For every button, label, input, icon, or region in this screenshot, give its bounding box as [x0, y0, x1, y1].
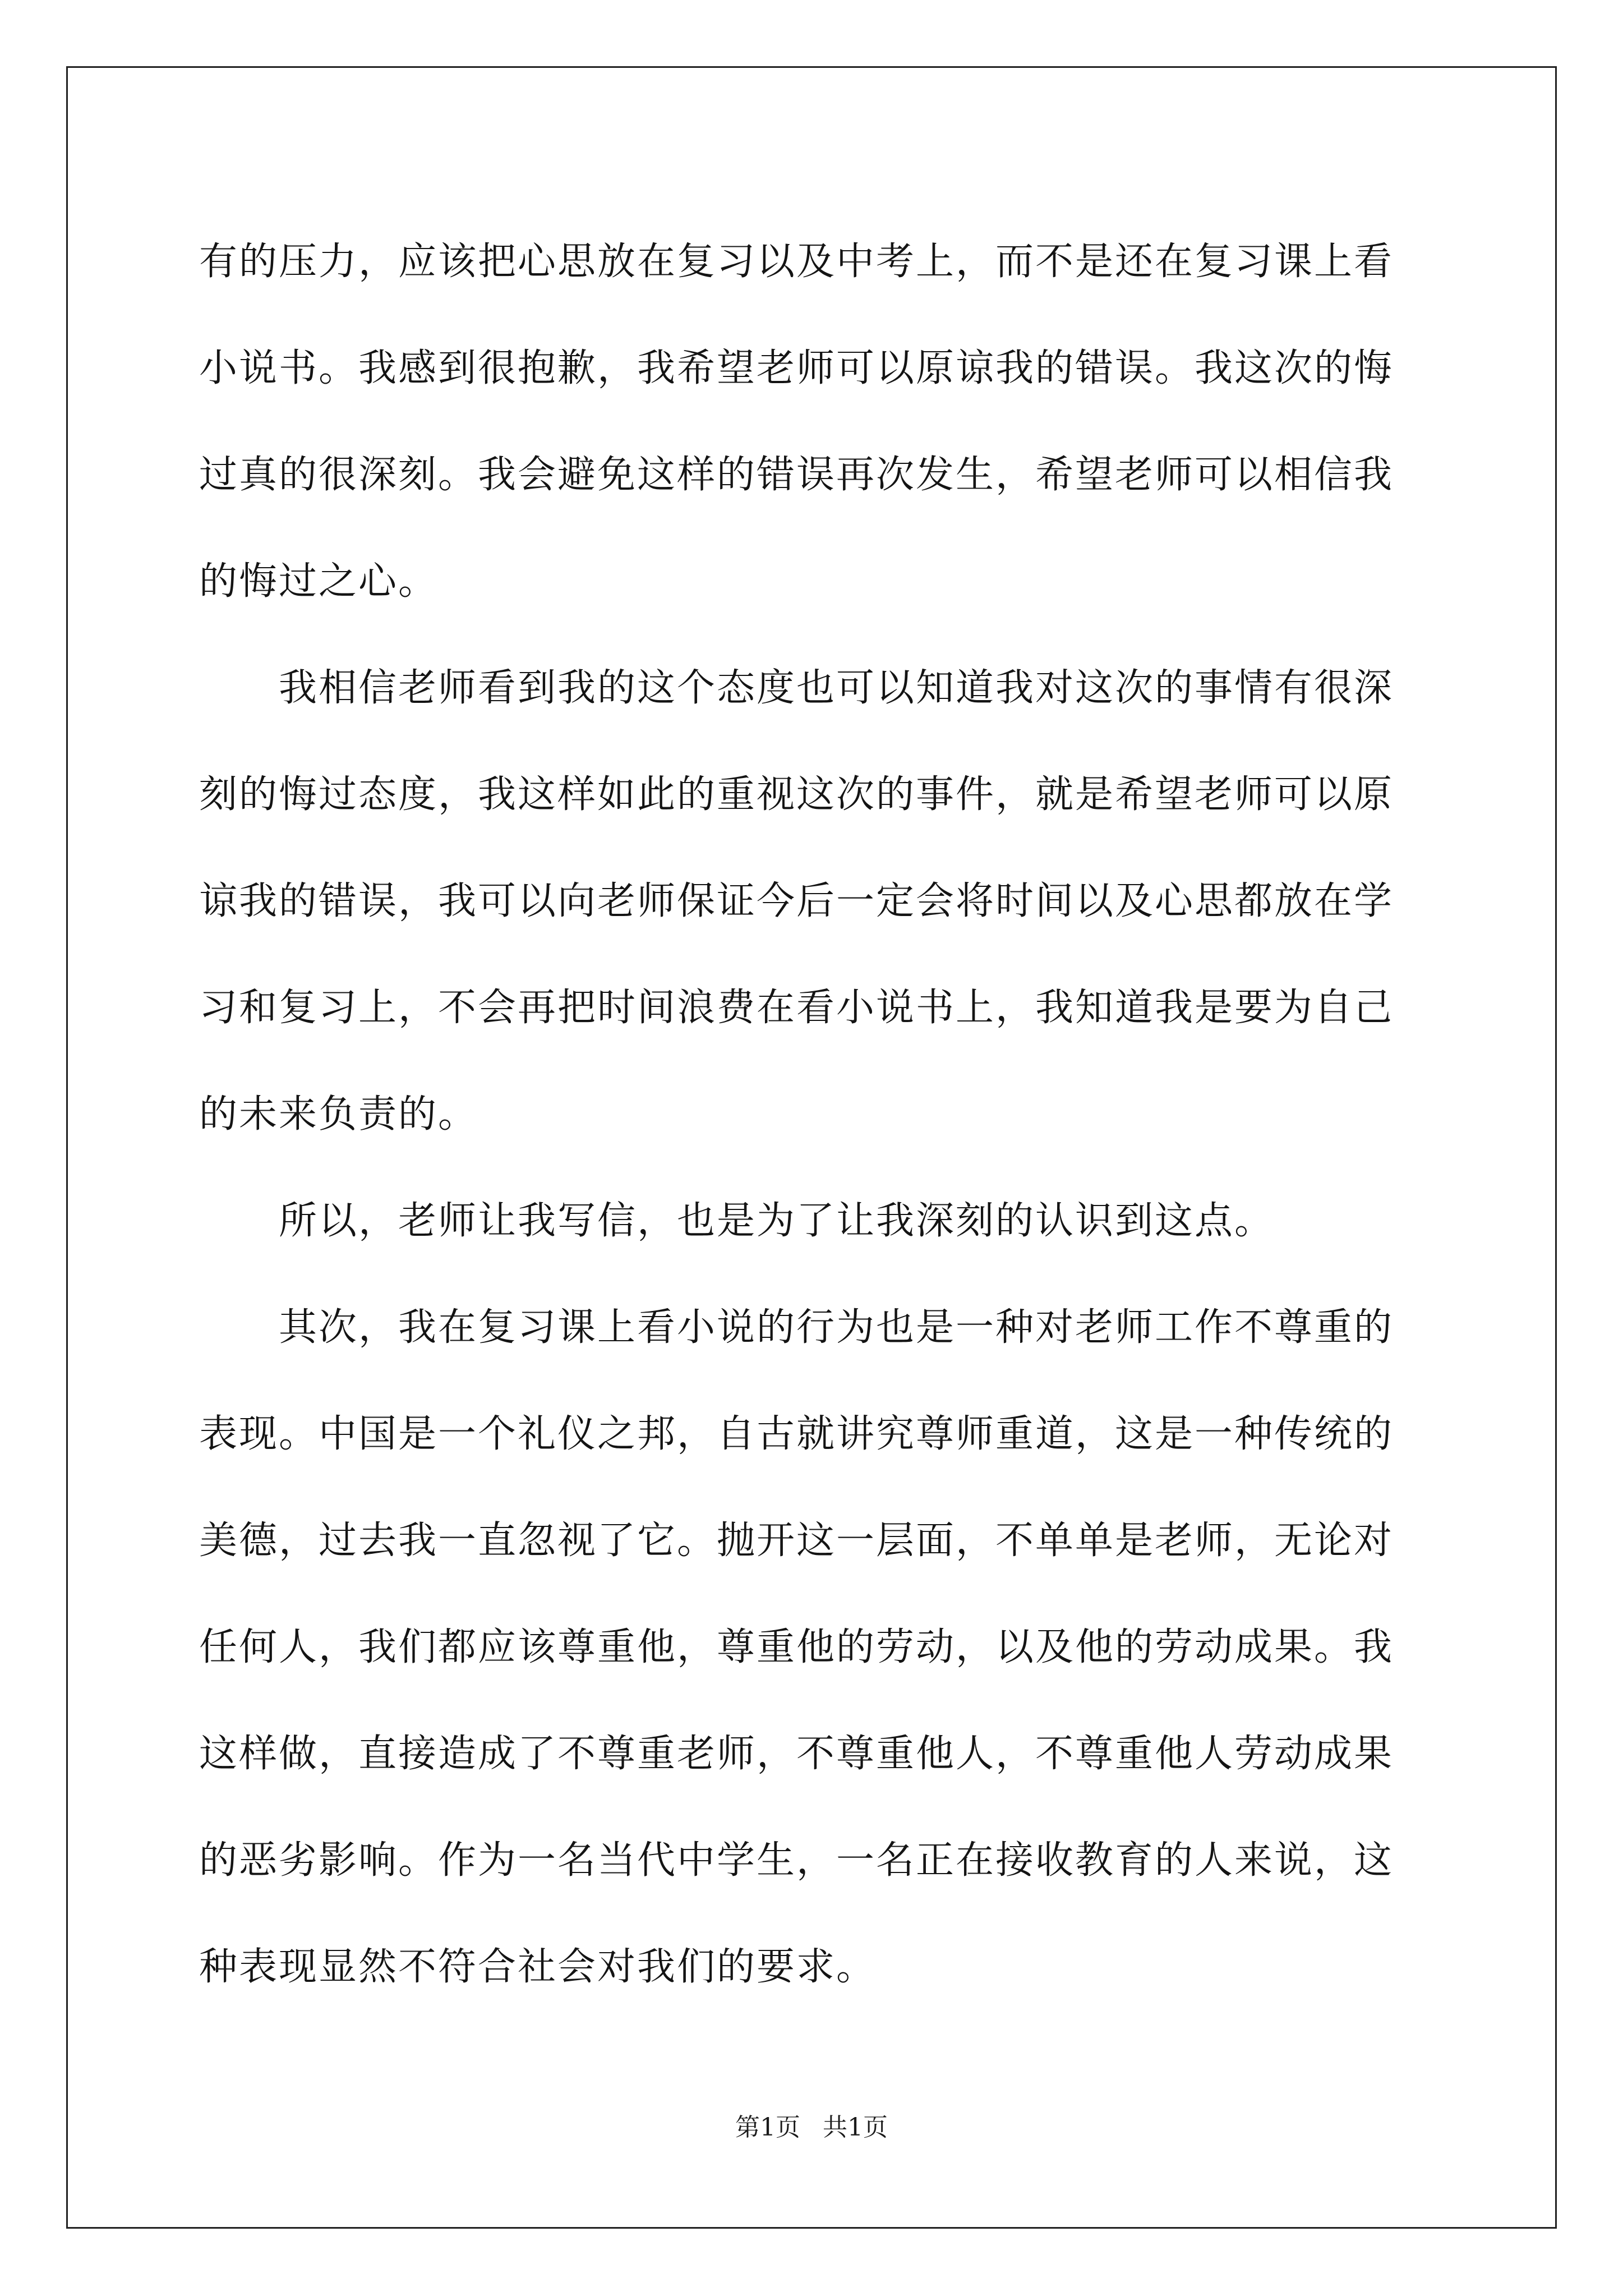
text-line: 的悔过之心。	[199, 559, 439, 604]
document-body	[199, 209, 1427, 2021]
text-line: 我相信老师看到我的这个态度也可以知道我对这次的事情有很深	[199, 666, 1394, 710]
text-line: 表现。中国是一个礼仪之邦，自古就讲究尊师重道，这是一种传统的	[199, 1412, 1394, 1456]
text-line: 小说书。我感到很抱歉，我希望老师可以原谅我的错误。我这次的悔	[199, 346, 1394, 390]
text-line: 习和复习上，不会再把时间浪费在看小说书上，我知道我是要为自己	[199, 986, 1394, 1030]
text-line: 种表现显然不符合社会对我们的要求。	[199, 1945, 877, 1989]
text-line: 美德，过去我一直忽视了它。抛开这一层面，不单单是老师，无论对	[199, 1519, 1394, 1563]
page-number-total: 共1页	[823, 2113, 888, 2142]
text-line: 有的压力，应该把心思放在复习以及中考上，而不是还在复习课上看	[199, 240, 1394, 284]
text-line: 谅我的错误，我可以向老师保证今后一定会将时间以及心思都放在学	[199, 879, 1394, 923]
page-footer	[0, 2111, 1623, 2145]
text-line: 的未来负责的。	[199, 1092, 478, 1137]
text-line: 任何人，我们都应该尊重他，尊重他的劳动，以及他的劳动成果。我	[199, 1625, 1394, 1669]
page-number-current: 第1页	[735, 2113, 800, 2142]
text-line: 这样做，直接造成了不尊重老师，不尊重他人，不尊重他人劳动成果	[199, 1732, 1394, 1776]
text-line: 的恶劣影响。作为一名当代中学生，一名正在接收教育的人来说，这	[199, 1838, 1394, 1883]
text-line: 过真的很深刻。我会避免这样的错误再次发生，希望老师可以相信我	[199, 453, 1394, 497]
text-line: 其次，我在复习课上看小说的行为也是一种对老师工作不尊重的	[199, 1305, 1394, 1350]
text-line: 刻的悔过态度，我这样如此的重视这次的事件，就是希望老师可以原	[199, 772, 1394, 817]
text-line: 所以，老师让我写信，也是为了让我深刻的认识到这点。	[199, 1199, 1275, 1243]
